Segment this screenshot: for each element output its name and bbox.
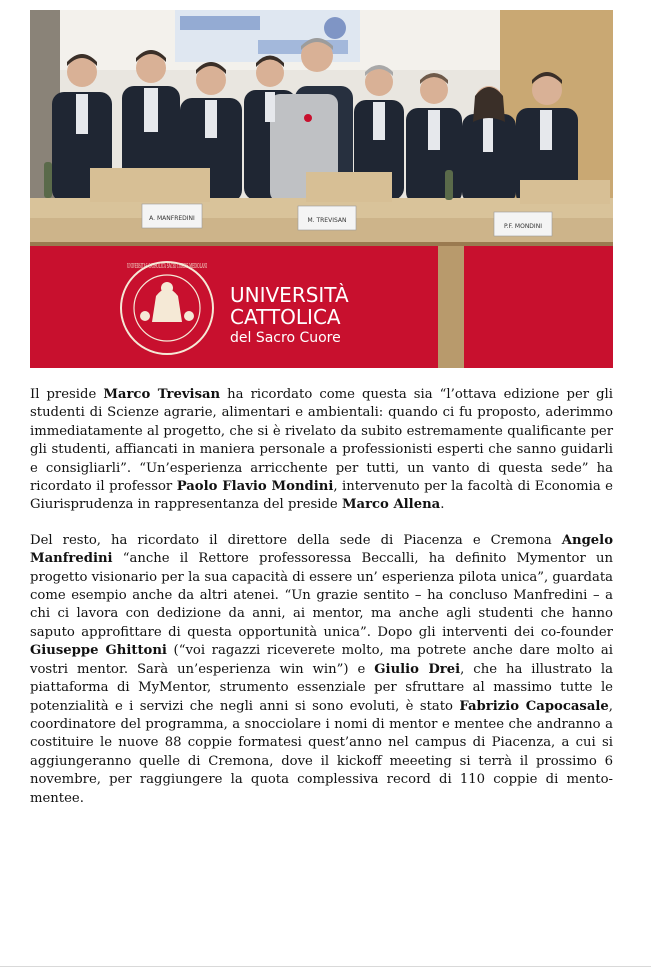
nameplate-manfredini: A. MANFREDINI [149, 215, 195, 222]
nameplate-mondini: P.F. MONDINI [504, 223, 542, 230]
event-photo [30, 10, 613, 368]
paragraph-text: Del resto, ha ricordato il direttore della sede di Piacenza e Cremona [30, 532, 562, 548]
article-body [30, 386, 613, 825]
paragraph-text: Il preside [30, 387, 104, 402]
university-name-line2: CATTOLICA [230, 305, 341, 329]
page-divider [0, 966, 651, 967]
seal-text: UNIVERSITAS CATHOLICA SACRI CORDIS MEDIOLANI [127, 262, 208, 270]
paragraph-text: . [440, 497, 445, 513]
university-name-line3: del Sacro Cuore [230, 330, 341, 346]
person-name: Marco Trevisan [103, 387, 221, 402]
paragraph-text: , coordinatore del programma, a snocciolare i nomi di mentor e mentee che andranno a costituire le nuove 88 coppie formatesi quest’anno nel campus di Piacenza, a cui si aggiungeranno quelle di Cremona, dove il kickoff meeeting si terrà il prossimo 6 novembre, per raggiungere la quota complessiva record di 110 coppie di mento-mentee. [30, 698, 613, 806]
person-name: Fabrizio Capocasale [459, 698, 609, 714]
paragraph-text: , intervenuto per la facoltà di Economia e Giurisprudenza in rappresentanza del preside [30, 479, 613, 513]
paragraph-2 [30, 532, 613, 808]
person-name: Giuseppe Ghittoni [30, 643, 167, 659]
person-name: Angelo Manfredini [30, 532, 613, 567]
university-name-line1: UNIVERSITÀ [230, 283, 349, 307]
event-photo-illustration [30, 10, 613, 368]
person-name: Marco Allena [341, 497, 441, 513]
paragraph-text: ha ricordato come questa sia “l’ottava edizione per gli studenti di Scienze agrarie, alimentari e ambientali: quando ci fu proposto, aderimmo immediatamente al progetto, che si è rivelato da subito estremamente qualificante per gli studenti, affiancati in maniera personale a professionisti esperti che sanno guidarli e consigliarli”. “Un’esperienza arricchente per tutti, un vanto di questa sede” ha ricordato il professor [30, 387, 613, 495]
paragraph-text: , che ha illustrato la piattaforma di MyMentor, strumento essenziale per sfruttare al massimo tutte le potenzialità e i servizi che negli anni si sono evoluti, è stato [30, 661, 613, 714]
nameplate-trevisan: M. TREVISAN [307, 217, 347, 224]
paragraph-text: (“voi ragazzi riceverete molto, ma potrete anche dare molto ai vostri mentor. Sarà un’esperienza win win”) e [30, 643, 613, 677]
person-name: Paolo Flavio Mondini [176, 479, 334, 495]
paragraph-text: “anche il Rettore professoressa Beccalli, ha definito Mymentor un progetto visionario per la sua capacità di essere un’ esperienza pilota unica”, guardata come esempio anche da altri atenei. “Un grazie sentito – ha concluso Manfredini – a chi ci lavora con dedizione da anni, ai mentor, ma anche agli studenti che hanno saputo approfittare di questa opportunità unica”. Dopo gli interventi dei co-founder [30, 551, 613, 640]
person-name: Giulio Drei [374, 661, 461, 677]
paragraph-1 [30, 386, 613, 515]
